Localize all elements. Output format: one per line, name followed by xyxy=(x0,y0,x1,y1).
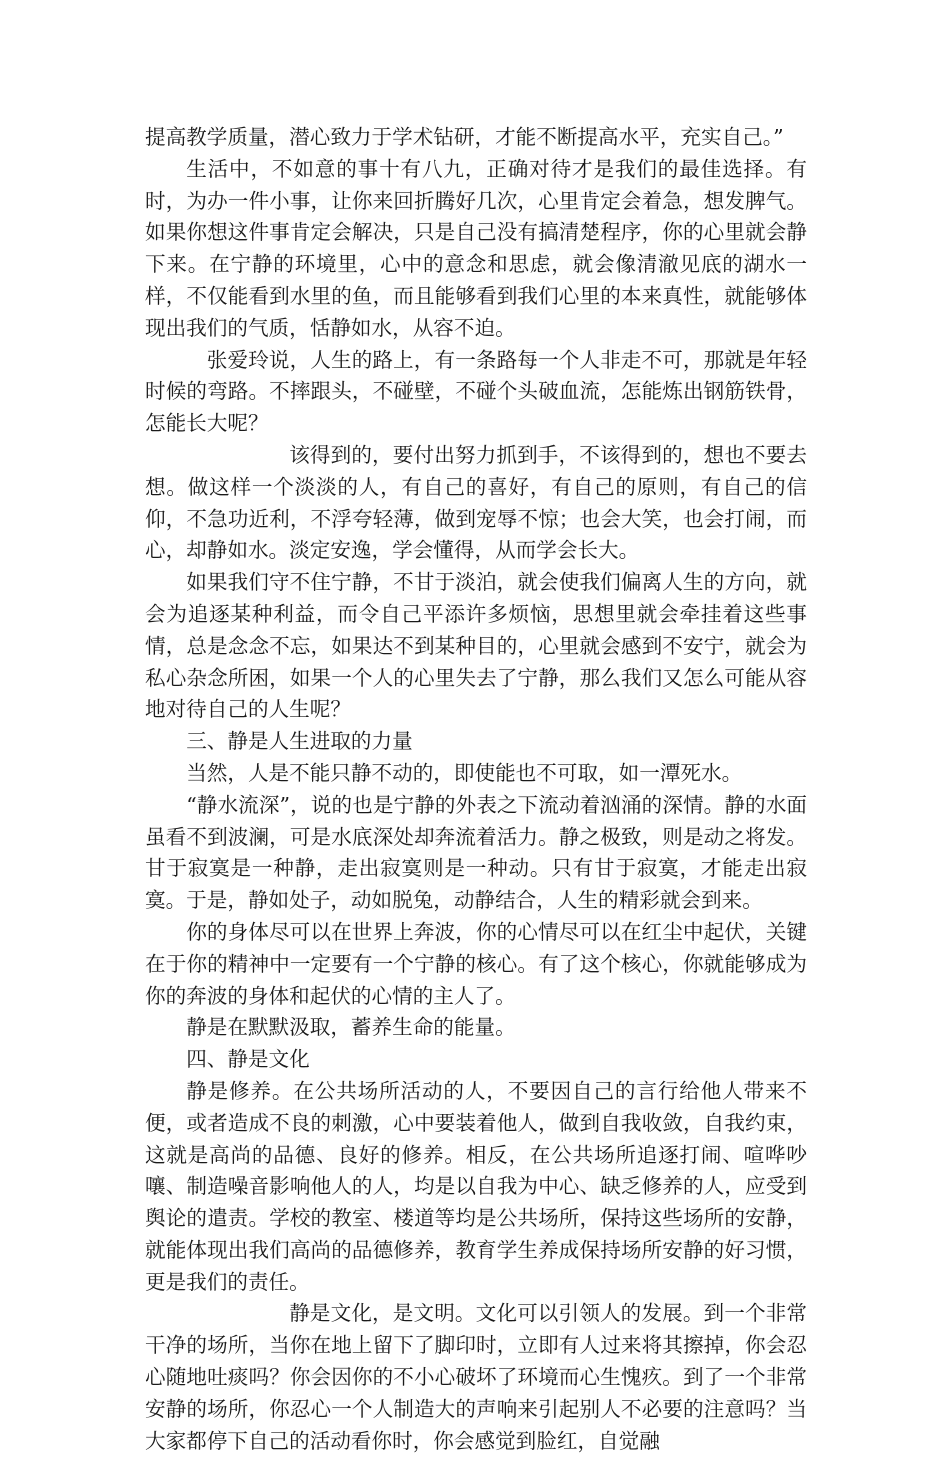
paragraph-lose-tranquility: 如果我们守不住宁静，不甘于淡泊，就会使我们偏离人生的方向，就会为追逐某种利益，而令自己平添许多烦恼，思想里就会牵挂着这些事情，总是念念不忘，如果达不到某种目的，心里就会感到不安宁，就会为私心杂念所困，如果一个人的心里失去了宁静，那么我们又怎么可能从容地对待自己的人生呢？ xyxy=(145,570,807,722)
section-heading-three: 三、静是人生进取的力量 xyxy=(186,729,413,754)
paragraph-still-water: 当然，人是不能只静不动的，即使能也不可取，如一潭死水。 xyxy=(186,760,743,785)
paragraph-what-to-get: 该得到的，要付出努力抓到手，不该得到的，想也不要去想。做这样一个淡淡的人，有自己的喜好，有自己的原则，有自己的信仰，不急功近利，不浮夸轻薄，做到宠辱不惊；也会大笑，也会打闹，而心，却静如水。淡定安逸，学会懂得，从而学会长大。 xyxy=(145,442,807,563)
paragraph-life-setbacks: 生活中，不如意的事十有八九，正确对待才是我们的最佳选择。有时，为办一件小事，让你来回折腾好几次，心里肯定会着急，想发脾气。如果你想这件事肯定会解决，只是自己没有搞清楚程序，你的心里就会静下来。在宁静的环境里，心中的意念和思虑，就会像清澈见底的湖水一样，不仅能看到水里的鱼，而且能够看到我们心里的本来真性，就能够体现出我们的气质，恬静如水，从容不迫。 xyxy=(145,156,807,340)
paragraph-absorb-energy: 静是在默默汲取，蓄养生命的能量。 xyxy=(186,1015,516,1040)
document-page xyxy=(145,122,807,1457)
paragraph-calm-core: 你的身体尽可以在世界上奔波，你的心情尽可以在红尘中起伏，关键在于你的精神中一定要有一个宁静的核心。有了这个核心，你就能够成为你的奔波的身体和起伏的心情的主人了。 xyxy=(145,919,807,1008)
paragraph-culture-civilization: 静是文化，是文明。文化可以引领人的发展。到一个非常干净的场所，当你在地上留下了脚印时，立即有人过来将其擦掉，你会忍心随地吐痰吗？你会因你的不小心破坏了环境而心生愧疚。到了一个非常安静的场所，你忍心一个人制造大的声响来引起别人不必要的注意吗？当大家都停下自己的活动看你时，你会感觉到脸红，自觉融 xyxy=(145,1301,807,1453)
paragraph-cultivation: 静是修养。在公共场所活动的人，不要因自己的言行给他人带来不便，或者造成不良的刺激，心中要装着他人，做到自我收敛，自我约束，这就是高尚的品德、良好的修养。相反，在公共场所追逐打闹、喧哗吵嚷、制造噪音影响他人的人，均是以自我为中心、缺乏修养的人，应受到舆论的遣责。学校的教室、楼道等均是公共场所，保持这些场所的安静，就能体现出我们高尚的品德修养，教育学生养成保持场所安静的好习惯，更是我们的责任。 xyxy=(145,1078,807,1294)
paragraph-continuation: 提高教学质量，潜心致力于学术钻研，才能不断提高水平，充实自己。” xyxy=(145,125,784,149)
paragraph-deep-flow: “静水流深”，说的也是宁静的外表之下流动着汹涌的深情。静的水面虽看不到波澜，可是水底深处却奔流着活力。静之极致，则是动之将发。甘于寂寞是一种静，走出寂寞则是一种动。只有甘于寂寞，才能走出寂寞。于是，静如处子，动如脱兔，动静结合，人生的精彩就会到来。 xyxy=(145,792,807,913)
paragraph-zhang-ailing: 张爱玲说，人生的路上，有一条路每一个人非走不可，那就是年轻时候的弯路。不摔跟头，不碰壁，不碰个头破血流，怎能炼出钢筋铁骨，怎能长大呢？ xyxy=(145,347,807,436)
section-heading-four: 四、静是文化 xyxy=(186,1047,310,1072)
